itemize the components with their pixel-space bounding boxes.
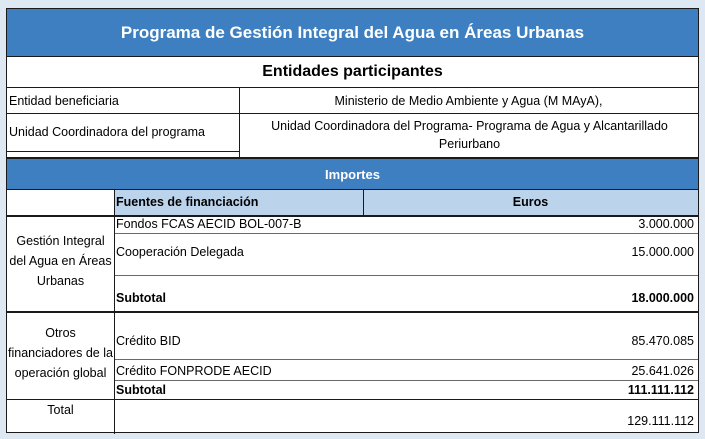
grid-line (7, 157, 698, 159)
group-name-otros: Otros financiadores de la operación global (8, 326, 113, 380)
source-fonprode: Crédito FONPRODE AECID (116, 364, 272, 378)
amount-fonprode: 25.641.026 (631, 364, 694, 378)
grid-line (114, 233, 698, 234)
amounts-heading: Importes (7, 159, 698, 189)
financing-table (6, 8, 699, 433)
subtotal-otros: 111.111.112 (627, 383, 694, 397)
program-title: Programa de Gestión Integral del Agua en Áreas Urbanas (7, 9, 698, 57)
grid-line (7, 113, 698, 114)
grid-line (7, 399, 698, 400)
entity-value-coordinator: Unidad Coordinadora del Programa- Programa de Agua y Alcantarillado Periurbano (271, 119, 668, 151)
source-credito-bid: Crédito BID (116, 334, 181, 348)
header-empty-cell (7, 189, 114, 215)
grid-line (114, 275, 698, 276)
subtotal-label-gestion: Subtotal (116, 291, 166, 305)
grid-line (239, 88, 240, 157)
grid-line (114, 359, 698, 360)
subtotal-label-otros: Subtotal (116, 383, 166, 397)
entity-value-beneficiary: Ministerio de Medio Ambiente y Agua (M MAyA), (334, 93, 603, 108)
group-name-gestion: Gestión Integral del Agua en Áreas Urbanas (9, 234, 112, 288)
amount-fcas: 3.000.000 (638, 217, 694, 231)
entity-label-beneficiary: Entidad beneficiaria (9, 93, 119, 108)
total-label: Total (47, 403, 74, 417)
entity-label-coordinator: Unidad Coordinadora del programa (9, 125, 205, 139)
source-fcas: Fondos FCAS AECID BOL-007-B (116, 217, 302, 231)
grid-line (7, 215, 698, 217)
amount-cooperacion: 15.000.000 (631, 245, 694, 259)
source-cooperacion: Cooperación Delegada (116, 245, 244, 259)
column-header-euros: Euros (363, 189, 698, 215)
amount-credito-bid: 85.470.085 (631, 334, 694, 348)
total-amount: 129.111.112 (627, 414, 694, 428)
grid-line (7, 311, 698, 313)
grid-line (7, 151, 239, 152)
subtotal-gestion: 18.000.000 (631, 291, 694, 305)
column-header-source: Fuentes de financiación (114, 189, 363, 215)
participants-heading: Entidades participantes (7, 57, 698, 88)
grid-line (363, 189, 364, 215)
grid-line (114, 189, 115, 434)
grid-line (7, 189, 698, 190)
grid-line (114, 380, 698, 381)
